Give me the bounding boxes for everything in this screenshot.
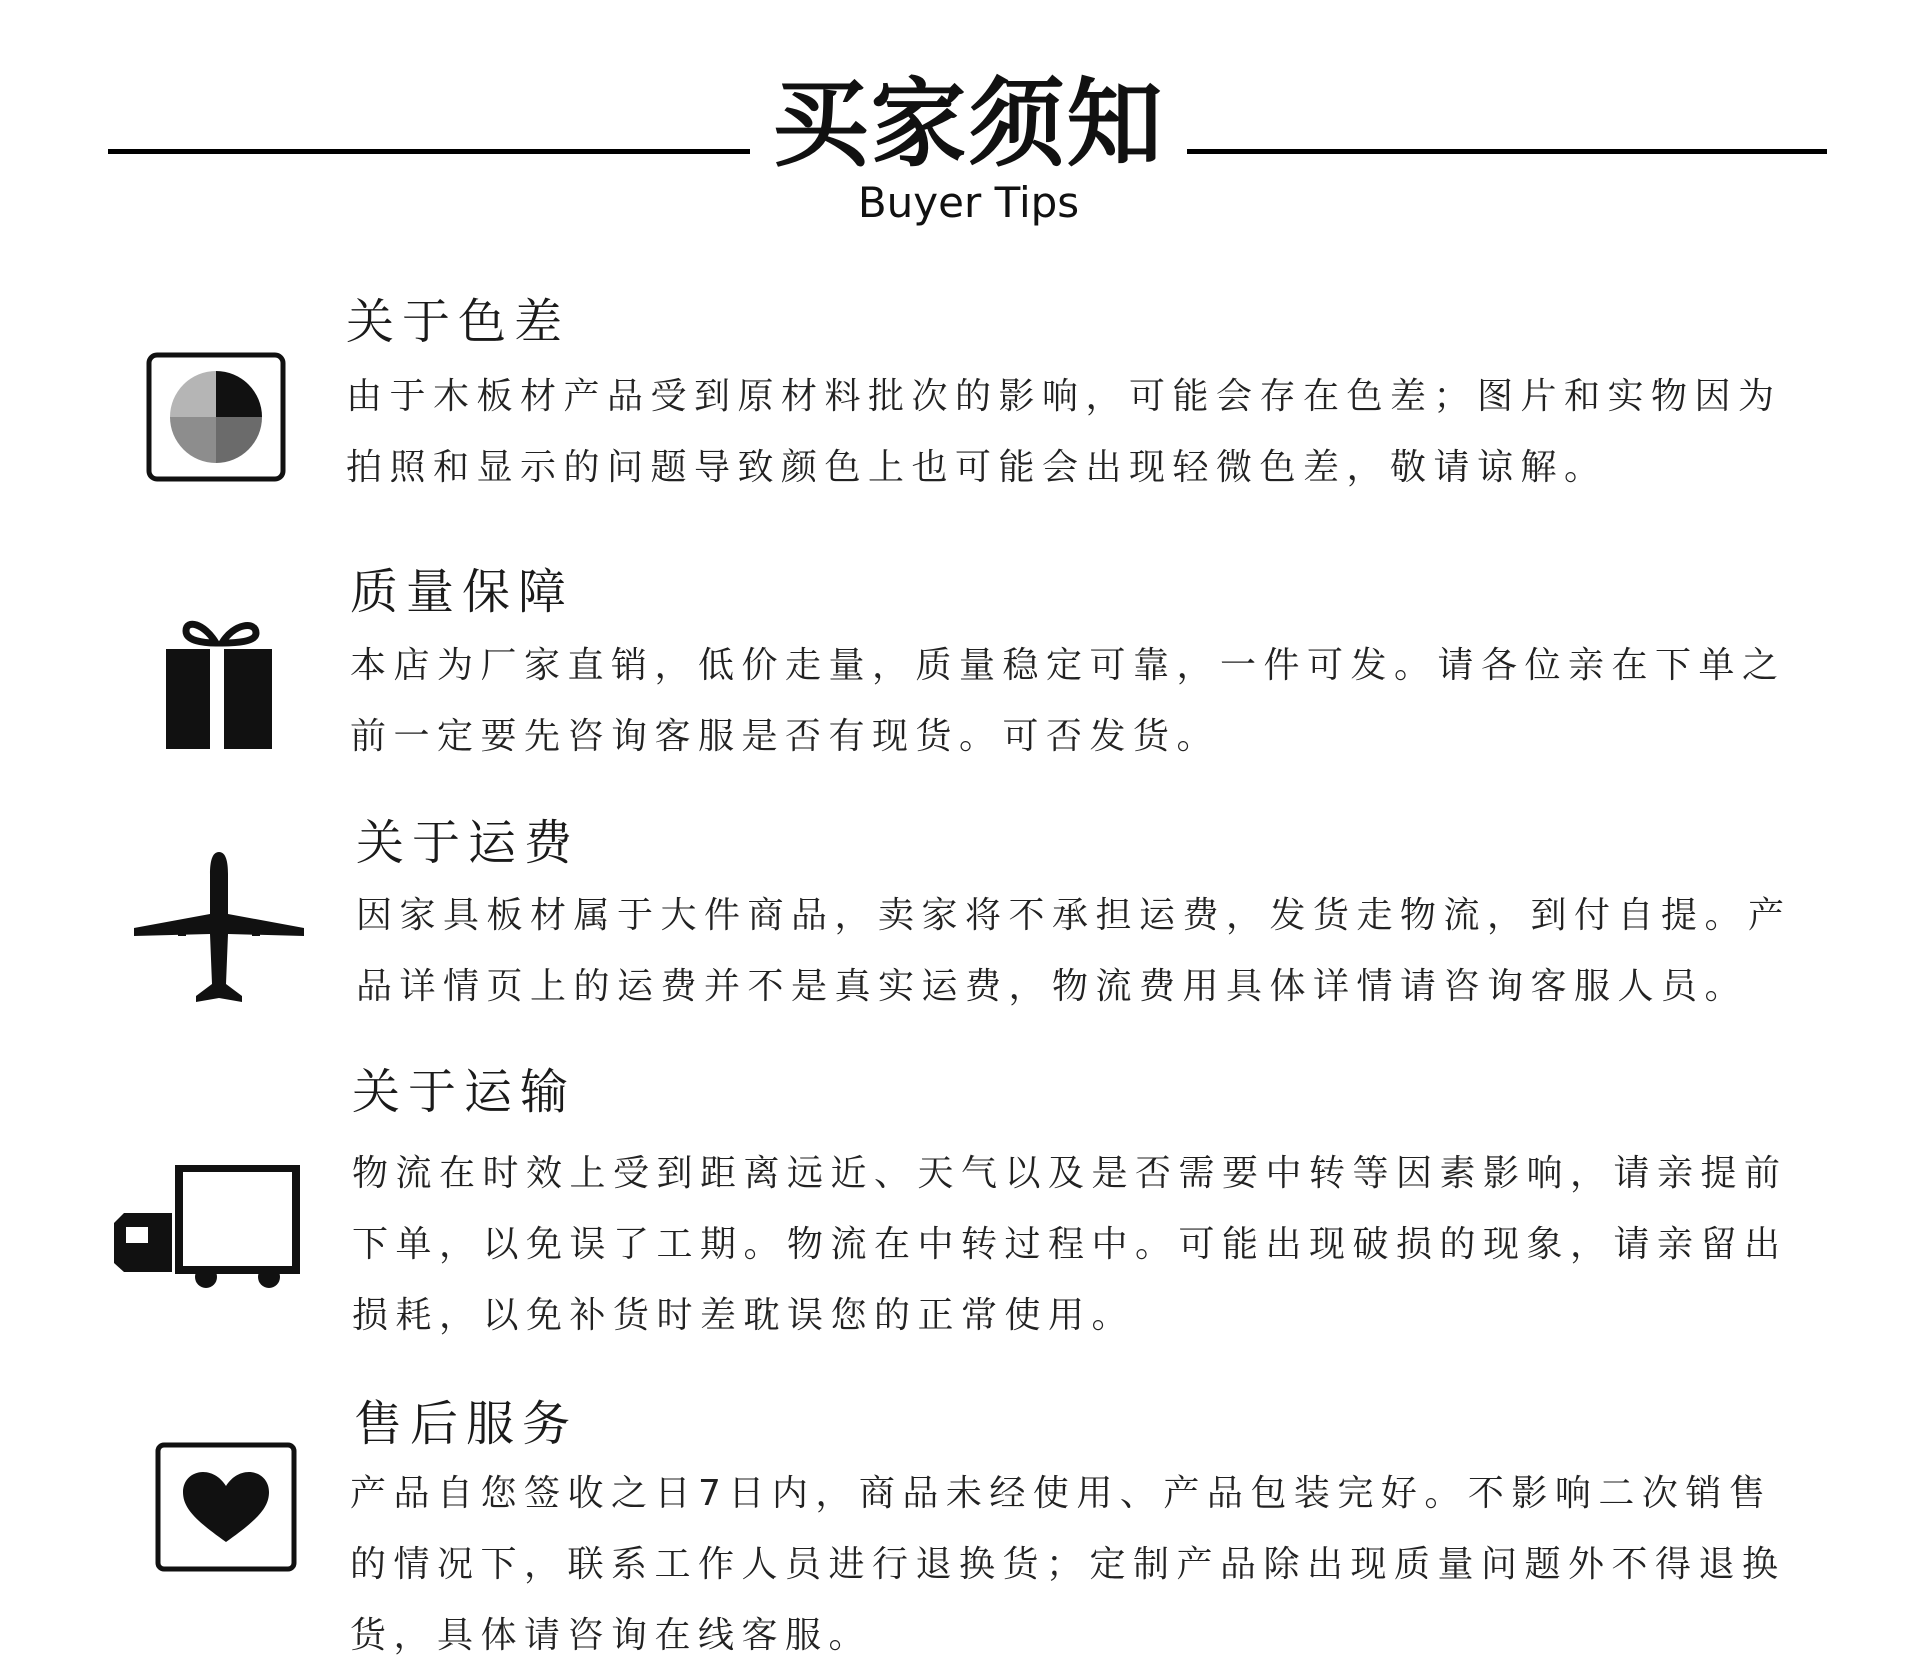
- page-subtitle: Buyer Tips: [857, 178, 1080, 227]
- header: [0, 0, 1919, 240]
- gift-icon: [164, 609, 274, 749]
- airplane-icon: [134, 852, 304, 1012]
- section-body: 由于木板材产品受到原材料批次的影响，可能会存在色差；图片和实物因为拍照和显示的问题导致颜色上也可能会出现轻微色差，敬请谅解。: [346, 376, 1782, 488]
- section-title: 关于色差: [346, 294, 571, 350]
- color-chart-icon: [146, 352, 286, 482]
- page-title: 买家须知: [772, 68, 1165, 180]
- section-body: 物流在时效上受到距离远近、天气以及是否需要中转等因素影响，请亲提前下单，以免误了工期。物流在中转过程中。可能出现破损的现象，请亲留出损耗，以免补货时差耽误您的正常使用。: [352, 1153, 1788, 1336]
- heart-icon: [155, 1442, 297, 1572]
- header-divider-left: [108, 149, 750, 154]
- section-body: 产品自您签收之日7日内，商品未经使用、产品包装完好。不影响二次销售的情况下，联系工作人员进行退换货；定制产品除出现质量问题外不得退换货，具体请咨询在线客服。: [350, 1473, 1786, 1656]
- section-title: 关于运费: [356, 815, 581, 871]
- section-title: 售后服务: [354, 1396, 579, 1452]
- section-body: 本店为厂家直销，低价走量，质量稳定可靠，一件可发。请各位亲在下单之前一定要先咨询客服是否有现货。可否发货。: [350, 645, 1786, 757]
- header-divider-right: [1187, 149, 1827, 154]
- section-title: 关于运输: [352, 1064, 577, 1120]
- section-title: 质量保障: [350, 564, 575, 620]
- truck-icon: [114, 1165, 304, 1290]
- section-body: 因家具板材属于大件商品，卖家将不承担运费，发货走物流，到付自提。产品详情页上的运费并不是真实运费，物流费用具体详情请咨询客服人员。: [356, 895, 1792, 1007]
